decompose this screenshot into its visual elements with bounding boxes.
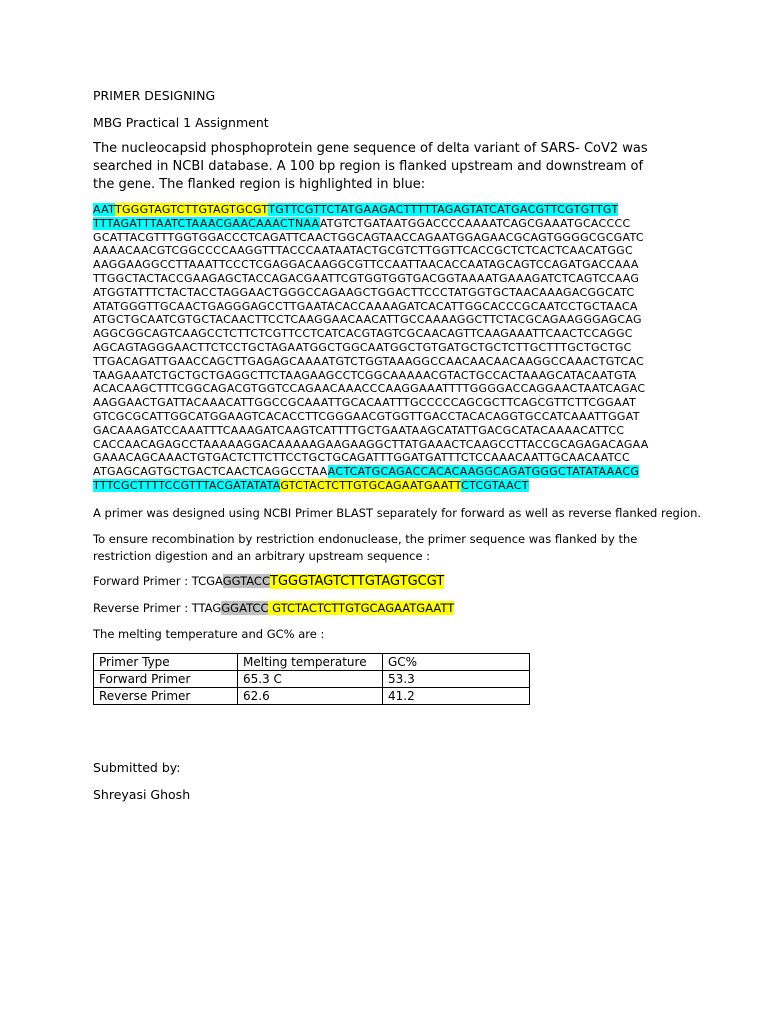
seq-line: AAGGAAGGCCTTAAATTCCCTCGAGGACAAGGCGTTCCAATTAACACCAATAGCAGTCCAGATGACCAAA [93, 258, 639, 272]
seq-flank-upstream-a: AAT [93, 203, 115, 216]
tm-gc-intro: The melting temperature and GC% are : [93, 627, 325, 641]
tm-gc-table [93, 653, 530, 705]
author-name: Shreyasi Ghosh [93, 787, 191, 802]
intro-paragraph: The nucleocapsid phosphoprotein gene sequence of delta variant of SARS- CoV2 was searched in NCBI database. A 100 bp region is flanked upstream and downstream of the gene. The flanked region is highlighted in blue: [93, 141, 648, 192]
seq-forward-primer-region: TGGGTAGTCTTGTAGTGCGT [114, 203, 269, 216]
table-cell: 53.3 [383, 671, 530, 688]
seq-flank-downstream-c: CTCGTAACT [461, 478, 529, 492]
seq-line: GAAACAGCAAACTGTGACTCTTCTTCCTGCTGCAGATTTGGATGATTTCTCCAAACAATTGCAACAATCC [93, 451, 630, 465]
reverse-primer-line [93, 600, 454, 617]
reverse-primer-label: Reverse Primer : TTAG [93, 601, 222, 615]
forward-primer-label: Forward Primer : TCGA [93, 574, 223, 588]
seq-line: AGGCGGCAGTCAAGCCTCTTCTCGTTCCTCATCACGTAGTCGCAACAGTTCAAGAAATTCAACTCCAGGC [93, 327, 633, 341]
seq-line: AGCAGTAGGGAACTTCTCCTGCTAGAATGGCTGGCAATGGCTGTGATGCTGCTCTTGCTTTGCTGCTGC [93, 340, 632, 354]
seq-reverse-primer-region: GTCTACTCTTGTGCAGAATGAATT [280, 478, 462, 492]
seq-line: ATATGGGTTGCAACTGAGGGAGCCTTGAATACACCAAAAGATCACATTGGCACCCGCAATCCTGCTAACA [93, 299, 638, 313]
seq-flank-downstream-a: ACTCATGCAGACCACACAAGGCAGATGGGCTATATAAACG [327, 465, 640, 479]
table-header-cell: Primer Type [94, 654, 238, 671]
seq-line: ACACAAGCTTTCGGCAGACGTGGTCCAGAACAAACCCAAGGAAATTTTGGGGACCAGGAACTAATCAGAC [93, 382, 646, 396]
seq-flank-downstream-b: TTTCGCTTTTCCGTTTACGATATATA [93, 478, 281, 492]
seq-line: AAGGAACTGATTACAAACATTGGCCGCAAATTGCACAATTTGCCCCCAGCGCTTCAGCGTTCTTCGGAAT [93, 396, 637, 410]
seq-line: GCATTACGTTTGGTGGACCCTCAGATTCAACTGGCAGTAACCAGAATGGAGAACGCAGTGGGGCGCGATC [93, 230, 644, 244]
seq-line: TAAGAAATCTGCTGCTGAGGCTTCTAAGAAGCCTCGGCAAAAACGTACTGCCACTAAAGCATACAATGTA [93, 368, 637, 382]
table-cell: 65.3 C [238, 671, 383, 688]
gene-sequence [93, 203, 649, 493]
table-header-cell: Melting temperature [238, 654, 383, 671]
table-row [94, 671, 530, 688]
seq-flank-upstream-c: TTTAGATTTAATCTAAACGAACAAACTNAA [93, 216, 320, 230]
seq-line: CACCAACAGAGCCTAAAAAGGACAAAAAGAAGAAGGCTTATGAAACTCAAGCCTTACCGCAGAGACAGAA [93, 437, 649, 451]
seq-line: TTGGCTACTACCGAAGAGCTACCAGACGAATTCGTGGTGGTGACGGTAAAATGAAAGATCTCAGTCCAAG [93, 271, 640, 285]
submitted-by-label: Submitted by: [93, 760, 181, 775]
seq-gene-start: ATGTCTGATAATGGACCCCAAAATCAGCGAAATGCACCCC [319, 216, 631, 230]
reverse-primer-sequence: GTCTACTCTTGTGCAGAATGAATT [268, 601, 455, 615]
table-cell: Reverse Primer [94, 688, 238, 705]
seq-line: TTGACAGATTGAACCAGCTTGAGAGCAAAATGTCTGGTAAAGGCCAACAACAACAAGGCCAAACTGTCAC [93, 354, 645, 368]
doc-subtitle: MBG Practical 1 Assignment [93, 115, 269, 130]
seq-line: AAAACAACGTCGGCCCCAAGGTTTACCCAATAATACTGCGTCTTGGTTCACCGCTCTCACTCAACATGGC [93, 244, 633, 258]
forward-primer-line [93, 573, 444, 590]
table-header-cell: GC% [383, 654, 530, 671]
seq-flank-upstream-b: TGTTCGTTCTATGAAGACTTTTTAGAGTATCATGACGTTCGTGTTGT [268, 203, 619, 216]
blast-paragraph: A primer was designed using NCBI Primer BLAST separately for forward as well as reverse flanked region. [93, 506, 702, 520]
seq-line: ATGCTGCAATCGTGCTACAACTTCCTCAAGGAACAACATTGCCAAAAGGCTTCTACGCAGAAGGGAGCAG [93, 313, 642, 327]
table-header-row [94, 654, 530, 671]
forward-restriction-site: GGTACC [222, 574, 270, 588]
doc-title: PRIMER DESIGNING [93, 88, 216, 103]
forward-primer-sequence: TGGGTAGTCTTGTAGTGCGT [270, 574, 445, 589]
seq-line: GACAAAGATCCAAATTTCAAAGATCAAGTCATTTTGCTGAATAAGCATATTGACGCATACAAAACATTCC [93, 423, 625, 437]
table-cell: 41.2 [383, 688, 530, 705]
table-cell: Forward Primer [94, 671, 238, 688]
seq-line: ATGGTATTTCTACTACCTAGGAACTGGGCCAGAAGCTGGACTTCCCTATGGTGCTAACAAAGACGGCATC [93, 285, 635, 299]
seq-gene-end: ATGAGCAGTGCTGACTCAACTCAGGCCTAA [93, 465, 328, 479]
table-cell: 62.6 [238, 688, 383, 705]
recombination-paragraph: To ensure recombination by restriction endonuclease, the primer sequence was flanked by the restriction digestion and an arbitrary upstream sequence : [93, 532, 638, 563]
reverse-restriction-site: GGATCC [221, 601, 269, 615]
table-row [94, 688, 530, 705]
seq-line: GTCGCGCATTGGCATGGAAGTCACACCTTCGGGAACGTGGTTGACCTACACAGGTGCCATCAAATTGGAT [93, 409, 640, 423]
